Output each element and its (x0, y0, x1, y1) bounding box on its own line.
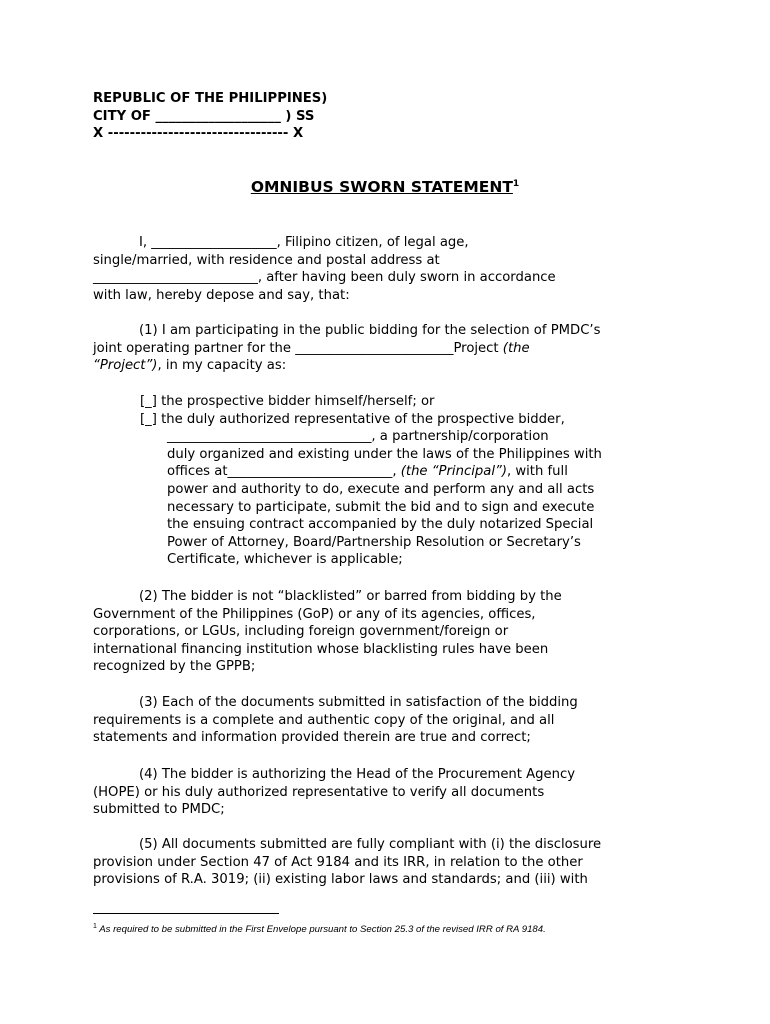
p2-line-2: Government of the Philippines (GoP) or any of its agencies, offices, (93, 606, 536, 622)
p2-line-4: international financing institution whose blacklisting rules have been (93, 641, 549, 657)
option-bidder-himself[interactable]: [_] the prospective bidder himself/herself; or (140, 394, 435, 409)
footnote-text: As required to be submitted in the First Envelope pursuant to Section 25.3 of the revised IRR of RA 9184. (99, 924, 546, 935)
document-title (0, 179, 770, 197)
p2-line-3: corporations, or LGUs, including foreign government/foreign or (93, 624, 509, 640)
option-line: Certificate, whichever is applicable; (167, 552, 403, 568)
paragraph-5 (93, 836, 676, 889)
p4-line-3: submitted to PMDC; (93, 802, 225, 818)
option-line: power and authority to do, execute and perform any and all acts (167, 481, 595, 497)
p3-line-1: (3) Each of the documents submitted in satisfaction of the bidding (139, 695, 578, 710)
p2-line-1: (2) The bidder is not “blacklisted” or barred from bidding by the (139, 589, 562, 604)
option-line: _______________________________, a partnership/corporation (167, 429, 549, 445)
p5-line-1: (5) All documents submitted are fully compliant with (i) the disclosure (139, 837, 602, 852)
p1-line-3: “Project”), in my capacity as: (93, 358, 287, 374)
paragraph-4 (93, 766, 676, 819)
footnote (93, 921, 546, 939)
footnote-number: 1 (93, 922, 97, 930)
intro-line-4: with law, hereby depose and say, that: (93, 287, 350, 303)
p1-line-1: (1) I am participating in the public bidding for the selection of PMDC’s (139, 323, 601, 338)
p5-line-3: provisions of R.A. 3019; (ii) existing labor laws and standards; and (iii) with (93, 872, 588, 888)
caption-block (93, 90, 327, 143)
option-line: offices at_________________________, (the “Principal”), with full (167, 464, 568, 480)
option-authorized-representative[interactable]: [_] the duly authorized representative of the prospective bidder, (140, 411, 565, 427)
capacity-options (140, 393, 677, 569)
p3-line-2: requirements is a complete and authentic copy of the original, and all (93, 712, 555, 728)
intro-paragraph (93, 234, 676, 304)
option-line: Power of Attorney, Board/Partnership Resolution or Secretary’s (167, 534, 581, 550)
option-line: necessary to participate, submit the bid and to sign and execute (167, 499, 595, 515)
intro-line-3: _________________________, after having been duly sworn in accordance (93, 270, 556, 286)
paragraph-1 (93, 322, 676, 375)
caption-line: REPUBLIC OF THE PHILIPPINES) (93, 91, 328, 106)
footnote-divider (93, 913, 279, 914)
p5-line-2: provision under Section 47 of Act 9184 and its IRR, in relation to the other (93, 854, 583, 870)
p4-line-2: (HOPE) or his duly authorized representative to verify all documents (93, 784, 545, 800)
p3-line-3: statements and information provided therein are true and correct; (93, 730, 531, 746)
title-text: OMNIBUS SWORN STATEMENT (250, 178, 513, 196)
paragraph-3 (93, 694, 676, 747)
p2-line-5: recognized by the GPPB; (93, 659, 256, 675)
intro-line-2: single/married, with residence and postal address at (93, 252, 440, 268)
p1-line-2: joint operating partner for the ________________________Project (the (93, 340, 530, 356)
intro-line-1: I, ___________________, Filipino citizen, of legal age, (139, 235, 469, 250)
option-line: duly organized and existing under the laws of the Philippines with (167, 446, 602, 462)
option-line: the ensuing contract accompanied by the duly notarized Special (167, 517, 594, 533)
caption-line: X --------------------------------- X (93, 126, 304, 141)
caption-line: CITY OF ___________________ ) SS (93, 108, 315, 124)
p4-line-1: (4) The bidder is authorizing the Head of the Procurement Agency (139, 767, 576, 782)
paragraph-2 (93, 588, 676, 676)
footnote-ref: 1 (512, 178, 520, 189)
